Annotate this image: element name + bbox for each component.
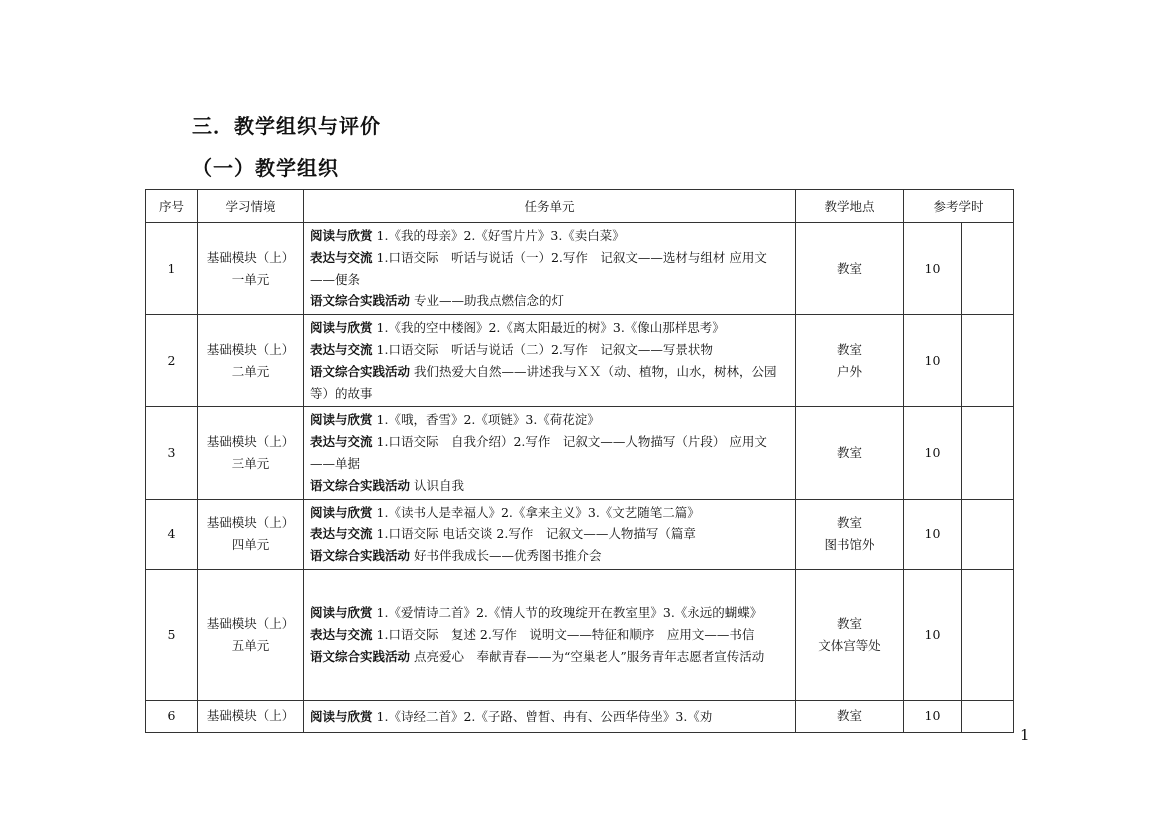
task-cell	[304, 700, 796, 732]
task-text: 好书伴我成长——优秀图书推介会	[414, 548, 602, 564]
hours-cell	[904, 223, 962, 315]
task-text: 1.《爱情诗二首》2.《情人节的玫瑰绽开在教室里》3.《永远的蝴蝶》	[376, 605, 763, 621]
hours-value: 10	[924, 352, 941, 368]
task-text: 专业——助我点燃信念的灯	[414, 293, 565, 309]
task-label: 语文综合实践活动	[310, 363, 411, 379]
task-text: 1.口语交际 自我介绍）2.写作 记叙文——人物描写（片段） 应用文——单据	[310, 434, 767, 471]
place-cell	[796, 223, 904, 315]
task-label: 语文综合实践活动	[310, 477, 411, 493]
header-tasks: 任务单元	[304, 190, 796, 223]
row-number-cell	[146, 700, 198, 732]
task-cell	[304, 223, 796, 315]
situation-cell	[198, 315, 304, 407]
hours-cell	[904, 315, 962, 407]
table-row	[146, 499, 1014, 569]
task-text: 1.口语交际 听话与说话（二）2.写作 记叙文——写景状物	[376, 341, 713, 357]
task-entry	[310, 523, 789, 545]
task-entry	[310, 475, 789, 497]
subsection-heading: （一）教学组织	[192, 156, 339, 180]
task-label: 阅读与欣赏	[310, 320, 373, 336]
table-row	[146, 407, 1014, 499]
task-entry	[310, 624, 789, 646]
header-hours: 参考学时	[904, 190, 1014, 223]
task-text: 1.《诗经二首》2.《子路、曾皙、冉有、公西华侍坐》3.《劝	[376, 708, 713, 724]
task-entry	[310, 317, 789, 339]
place-cell	[796, 499, 904, 569]
place-line: 教室	[836, 615, 862, 631]
place-line: 教室	[836, 515, 862, 531]
row-number-cell	[146, 407, 198, 499]
task-entry	[310, 431, 789, 475]
page-number: 1	[1020, 726, 1030, 744]
hours-cell	[904, 407, 962, 499]
task-label: 阅读与欣赏	[310, 708, 373, 724]
task-cell	[304, 569, 796, 700]
situation-line: 基础模块（上）	[206, 708, 295, 724]
place-cell	[796, 700, 904, 732]
task-text: 1.《我的母亲》2.《好雪片片》3.《卖白菜》	[376, 228, 625, 243]
hours-value: 10	[924, 444, 941, 460]
task-text: 1.《哦，香雪》2.《项链》3.《荷花淀》	[376, 412, 600, 428]
situation-cell	[198, 569, 304, 700]
row-number: 2	[167, 352, 176, 368]
section-heading: 三．教学组织与评价	[192, 114, 381, 138]
hours-cell	[904, 700, 962, 732]
situation-cell	[198, 223, 304, 315]
task-entry	[310, 339, 789, 361]
row-number: 4	[167, 526, 176, 542]
situation-cell	[198, 700, 304, 732]
table-row	[146, 223, 1014, 315]
task-entry	[310, 409, 789, 431]
task-text: 认识自我	[414, 477, 465, 493]
table-header-row	[146, 190, 1014, 223]
task-label: 语文综合实践活动	[310, 293, 411, 309]
task-label: 表达与交流	[310, 627, 373, 643]
hours-extra-cell	[962, 569, 1014, 700]
task-label: 表达与交流	[310, 249, 373, 265]
task-label: 表达与交流	[310, 526, 373, 542]
place-line: 文体宫等处	[818, 637, 881, 653]
situation-line: 基础模块（上）	[206, 249, 295, 265]
table-row	[146, 569, 1014, 700]
place-cell	[796, 315, 904, 407]
place-line: 教室	[836, 341, 862, 357]
task-text: 1.《我的空中楼阁》2.《离太阳最近的树》3.《像山那样思考》	[376, 320, 725, 336]
hours-cell	[904, 499, 962, 569]
task-cell	[304, 499, 796, 569]
task-label: 语文综合实践活动	[310, 648, 411, 664]
hours-value: 10	[924, 626, 941, 642]
task-entry	[310, 545, 789, 567]
task-entry	[310, 706, 789, 728]
teaching-organization-table	[145, 189, 1014, 733]
hours-cell	[904, 569, 962, 700]
place-line: 教室	[836, 260, 862, 276]
task-text: 点亮爱心 奉献青春——为“空巢老人”服务青年志愿者宣传活动	[414, 648, 765, 664]
task-text: 1.口语交际 电话交谈 2.写作 记叙文——人物描写（篇章	[376, 526, 696, 542]
task-text: 1.口语交际 复述 2.写作 说明文——特征和顺序 应用文——书信	[376, 627, 755, 643]
task-label: 表达与交流	[310, 341, 373, 357]
hours-extra-cell	[962, 700, 1014, 732]
place-line: 图书馆外	[824, 537, 875, 553]
row-number-cell	[146, 499, 198, 569]
row-number-cell	[146, 569, 198, 700]
table-row	[146, 315, 1014, 407]
hours-value: 10	[924, 526, 941, 542]
task-text: 我们热爱大自然——讲述我与ＸＸ（动、植物，山水，树林，公园等）的故事	[310, 363, 777, 401]
task-text: 1.《读书人是幸福人》2.《拿来主义》3.《文艺随笔二篇》	[376, 504, 700, 520]
situation-line: 基础模块（上）	[206, 433, 295, 449]
row-number: 3	[167, 444, 176, 460]
hours-extra-cell	[962, 499, 1014, 569]
header-place: 教学地点	[796, 190, 904, 223]
place-line: 教室	[836, 444, 862, 460]
task-entry	[310, 225, 789, 247]
row-number: 6	[167, 708, 176, 724]
situation-line: 二单元	[231, 363, 270, 379]
task-entry	[310, 247, 789, 291]
header-number: 序号	[146, 190, 198, 223]
task-entry	[310, 361, 789, 405]
situation-line: 基础模块（上）	[206, 515, 295, 531]
situation-line: 四单元	[231, 537, 270, 553]
task-label: 阅读与欣赏	[310, 412, 373, 428]
task-label: 阅读与欣赏	[310, 605, 373, 621]
place-cell	[796, 407, 904, 499]
place-line: 教室	[836, 708, 862, 724]
row-number: 5	[167, 626, 176, 642]
task-cell	[304, 407, 796, 499]
task-text: 1.口语交际 听话与说话（一）2.写作 记叙文——选材与组材 应用文——便条	[310, 249, 767, 287]
hours-value: 10	[924, 708, 941, 724]
row-number-cell	[146, 315, 198, 407]
situation-line: 三单元	[231, 455, 270, 471]
situation-cell	[198, 499, 304, 569]
task-label: 阅读与欣赏	[310, 228, 373, 243]
hours-extra-cell	[962, 223, 1014, 315]
table-row	[146, 700, 1014, 732]
task-entry	[310, 602, 789, 624]
situation-cell	[198, 407, 304, 499]
task-label: 阅读与欣赏	[310, 504, 373, 520]
row-number-cell	[146, 223, 198, 315]
task-entry	[310, 502, 789, 524]
task-cell	[304, 315, 796, 407]
hours-value: 10	[924, 260, 941, 276]
task-label: 语文综合实践活动	[310, 548, 411, 564]
hours-extra-cell	[962, 407, 1014, 499]
task-label: 表达与交流	[310, 434, 373, 450]
place-line: 户外	[836, 363, 862, 379]
header-situation: 学习情境	[198, 190, 304, 223]
row-number: 1	[167, 260, 176, 276]
task-entry	[310, 646, 789, 668]
hours-extra-cell	[962, 315, 1014, 407]
place-cell	[796, 569, 904, 700]
situation-line: 基础模块（上）	[206, 341, 295, 357]
situation-line: 五单元	[231, 637, 270, 653]
situation-line: 基础模块（上）	[206, 615, 295, 631]
task-entry	[310, 290, 789, 312]
situation-line: 一单元	[231, 271, 270, 287]
